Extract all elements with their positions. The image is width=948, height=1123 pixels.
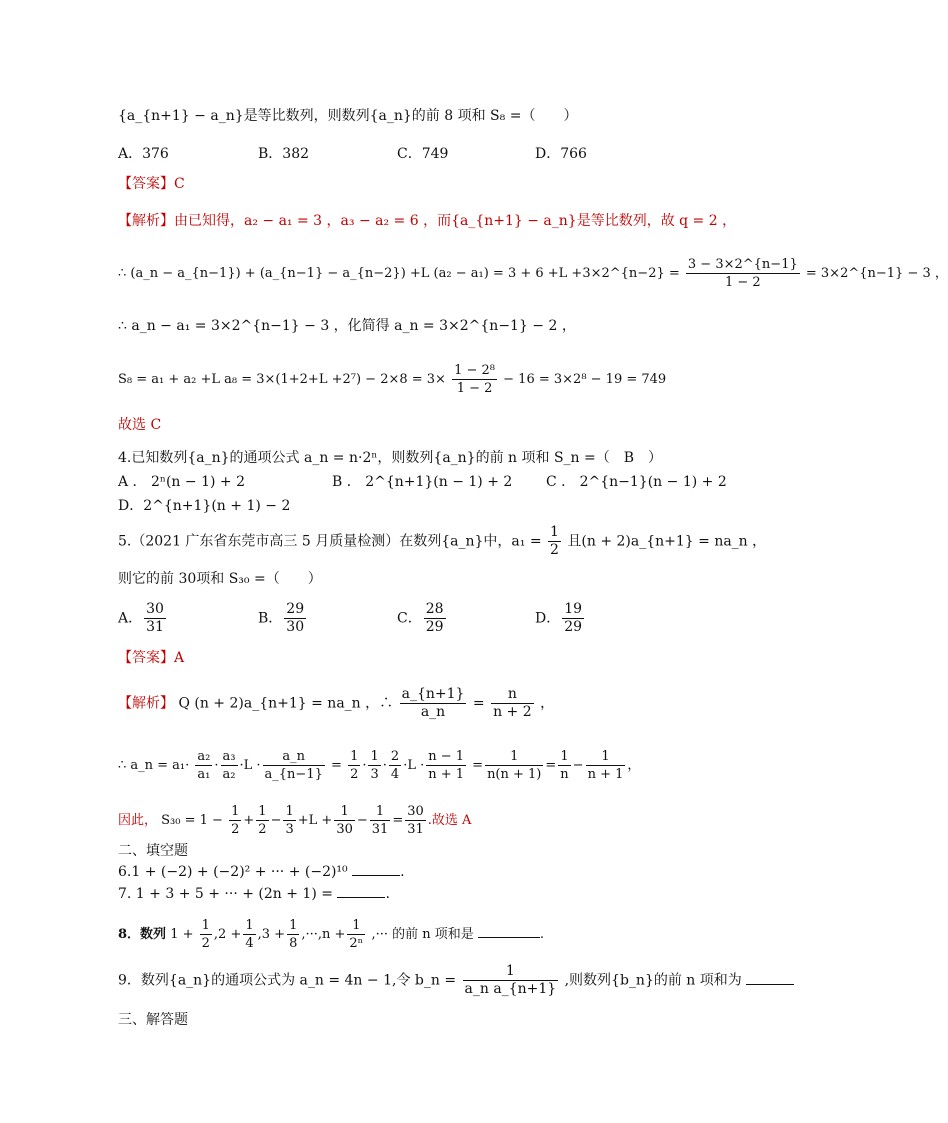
num: 1 [201, 918, 210, 933]
q8-prefix: 8．数列 [118, 927, 167, 942]
frac [400, 686, 467, 721]
q6-blank[interactable] [352, 861, 400, 876]
p5-stem-b: 且(n + 2)a_{n+1} = na_n ， [567, 533, 767, 550]
num: 1 [370, 749, 379, 764]
opt-num: 28 [425, 601, 444, 617]
num: a₂ [197, 749, 211, 764]
opt-num: 29 [286, 601, 305, 617]
frac [558, 748, 570, 783]
q9-blank[interactable] [746, 970, 794, 985]
question-7 [118, 883, 390, 904]
num: a_{n+1} [401, 686, 465, 702]
den: 31 [371, 822, 389, 837]
p4-option-c: C ． 2^{n−1}(n − 1) + 2 [546, 474, 727, 490]
q6-text: 6.1 + (−2) + (−2)² + ··· + (−2)¹⁰ [118, 864, 348, 880]
a1-a: Q (n + 2)a_{n+1} = na_n ，∴ [178, 695, 394, 712]
p3-conclusion: 故选 C [118, 417, 162, 433]
num: 1 [289, 918, 298, 933]
p5-option-a [118, 601, 168, 636]
eq3-right: − 16 = 3×2⁸ − 19 = 749 [503, 372, 667, 387]
den: 3 [285, 822, 294, 837]
opt-den: 29 [425, 619, 444, 635]
p5-analysis-3: 因此， S₃₀ = 1 − $\frac{1}{2}$ + $\frac{1}{2}$ − $\frac{1}{3}$ +L + $\frac{1}{30}$ − $\frac{1}{31}$ = $\frac{30}{31}$ .故选 A [118, 804, 472, 837]
num: n − 1 [428, 749, 465, 764]
num: a₃ [222, 749, 236, 764]
p5-stem-a: 5.（2021 广东省东莞市高三 5 月质量检测）在数列{a_n}中，a₁ = [118, 533, 542, 550]
eq3-den: 1 − 2 [456, 381, 493, 396]
p4-option-a: A ． 2ⁿ(n − 1) + 2 [118, 474, 245, 490]
opt-num: 30 [146, 601, 164, 617]
p3-answer: 【答案】C [118, 176, 185, 192]
opt-label: C． [397, 610, 422, 627]
p3-option-d: D．766 [535, 146, 587, 162]
den: 3 [370, 767, 379, 782]
den: n + 2 [493, 704, 532, 720]
eq: = [472, 695, 485, 712]
eq3-left: S₈ = a₁ + a₂ +L a₈ = 3×(1+2+L +2⁷) − 2×8 = 3× [118, 372, 446, 387]
den: 2 [258, 822, 267, 837]
opt-den: 29 [564, 619, 583, 635]
p5-stem [118, 524, 766, 559]
mid: +L + [297, 813, 333, 828]
den: 2ⁿ [349, 936, 364, 951]
a3-a: S₃₀ = 1 − [161, 813, 223, 828]
eq1-den: 1 − 2 [724, 275, 761, 290]
p5-option-d [535, 601, 586, 636]
p3-option-a: A．376 [118, 146, 169, 162]
den: n + 1 [587, 767, 624, 782]
num: 1 [347, 917, 365, 935]
frac [348, 748, 360, 783]
den: 4 [390, 767, 400, 782]
den: n(n + 1) [487, 767, 542, 782]
opt-den: 31 [146, 619, 164, 635]
eq1-right: = 3×2^{n−1} − 3 ， [805, 266, 948, 281]
p3-eq2: ∴ a_n − a₁ = 3×2^{n−1} − 3 ，化简得 a_n = 3×2^{n−1} − 2 ， [118, 318, 576, 334]
num: 1 [485, 748, 543, 766]
p3-eq3 [118, 362, 666, 397]
num: n [491, 686, 534, 704]
frac [370, 803, 391, 838]
num: 1 [334, 803, 355, 821]
num: 1 [245, 918, 254, 933]
frac [368, 748, 380, 783]
num: 30 [407, 804, 424, 819]
p5-option-b [258, 601, 308, 636]
q9-b: ,则数列{b_n}的前 n 项和为 [564, 972, 742, 989]
frac [347, 917, 365, 952]
q9-fraction [463, 963, 559, 998]
q8-dot: . [539, 927, 545, 942]
p4-option-b: B ． 2^{n+1}(n − 1) + 2 [332, 474, 513, 490]
den: a₂ [222, 767, 236, 782]
q7-blank[interactable] [337, 883, 385, 898]
p4-option-d: D．2^{n+1}(n + 1) − 2 [118, 498, 291, 514]
opt-num: 19 [564, 601, 583, 617]
frac [243, 917, 255, 952]
q8-end: ,··· 的前 n 项和是 [371, 927, 474, 942]
frac [287, 917, 299, 952]
eq1-fraction [686, 256, 800, 291]
a1-den: 2 [550, 542, 559, 558]
den: 2 [350, 767, 359, 782]
num: a_n [263, 748, 325, 766]
frac [283, 803, 295, 838]
den: 2 [231, 822, 240, 837]
den: n [560, 767, 569, 782]
mid: ·L · [239, 758, 261, 773]
frac [426, 748, 466, 783]
frac [389, 748, 401, 783]
eq3-num: 1 − 2⁸ [454, 363, 496, 378]
frac [491, 686, 534, 721]
p5-analysis-2: ∴ a_n = a₁· $\frac{\text{a₂}}{\text{a₁}}$ · $\frac{\text{a₃}}{\text{a₂}}$ ·L · $\frac{a\_n}{a\_\{n-1\}}$ = $\frac{1}{2}$ · $\frac{1}{3}$ · $\frac{2}{4}$ ·L · $\frac{n - 1}{n + 1}$ = $\frac{1}{n(n + 1)}$ = $\frac{1}{n}$ − $\frac{1}{n + 1}$ ， [118, 749, 641, 782]
mid: ·L · [403, 758, 425, 773]
den: a_{n−1} [264, 767, 323, 782]
p3-option-b: B．382 [258, 146, 310, 162]
num: 1 [350, 749, 359, 764]
den: 31 [407, 822, 424, 837]
question-6 [118, 861, 405, 882]
analysis-label: 【解析】 [118, 695, 174, 712]
q6-end: . [400, 864, 405, 880]
opt-fraction [284, 601, 306, 636]
num: 1 [231, 804, 240, 819]
p5-a1-fraction [548, 524, 561, 559]
opt-label: B． [258, 610, 283, 627]
eq3-fraction [452, 362, 497, 397]
frac [334, 803, 355, 838]
eq: = [331, 758, 342, 773]
q8-blank[interactable] [478, 923, 540, 938]
num: 2 [390, 749, 400, 764]
eq1-num: 3 − 3×2^{n−1} [687, 257, 798, 272]
q7-end: . [385, 886, 390, 902]
eq1-left: ∴ (a_n − a_{n−1}) + (a_{n−1} − a_{n−2}) +L (a₂ − a₁) = 3 + 6 +L +3×2^{n−2} = [118, 266, 680, 281]
opt-label: A． [118, 610, 143, 627]
frac [195, 748, 212, 783]
question-9 [118, 963, 794, 998]
opt-label: D． [535, 610, 561, 627]
opt-fraction [424, 601, 446, 636]
p3-analysis-1 [118, 211, 736, 231]
analysis-text: 由已知得，a₂ − a₁ = 3 ，a₃ − a₂ = 6 ，而{a_{n+1} − a_n}是等比数列，故 q = 2 ， [174, 213, 737, 229]
question-8: 8．数列 1 + $\frac{1}{2}$ ,2 + $\frac{1}{4}$ ,3 + $\frac{1}{8}$ ,···,n + $\frac{1}{\text{2ⁿ}}$ ,··· 的前 n 项和是 . [118, 918, 545, 951]
p4-stem: 4.已知数列{a_n}的通项公式 a_n = n·2ⁿ，则数列{a_n}的前 n 项和 S_n =（ B ） [118, 450, 663, 466]
a1-num: 1 [550, 524, 559, 540]
p5-stem-c: 则它的前 30项和 S₃₀ =（ ） [118, 571, 322, 587]
num: 1 [463, 963, 559, 981]
frac [221, 748, 238, 783]
section-fill-in: 二、填空题 [118, 843, 188, 859]
p5-analysis-1 [118, 686, 554, 721]
den: 2 [201, 936, 210, 951]
analysis-label: 【解析】 [118, 213, 174, 229]
den: 30 [336, 822, 353, 837]
opt-fraction [562, 601, 584, 636]
den: 8 [289, 936, 298, 951]
num: 1 [586, 748, 626, 766]
opt-fraction [144, 601, 166, 636]
p3-eq1 [118, 256, 948, 291]
frac [256, 803, 268, 838]
frac [586, 748, 626, 783]
end: ， [540, 695, 555, 712]
p5-option-c [397, 601, 448, 636]
section-answer: 三、解答题 [118, 1012, 188, 1028]
frac [405, 803, 426, 838]
num: 1 [558, 748, 570, 766]
frac [229, 803, 241, 838]
frac [263, 748, 325, 783]
den: n + 1 [428, 767, 465, 782]
p5-answer: 【答案】A [118, 650, 185, 666]
num: 1 [258, 804, 267, 819]
frac [200, 917, 212, 952]
den: 4 [245, 936, 254, 951]
den: a₁ [197, 767, 211, 782]
label: 因此， [118, 813, 158, 828]
den: a_n a_{n+1} [464, 981, 557, 997]
q7-text: 7. 1 + 3 + 5 + ··· + (2n + 1) = [118, 886, 333, 902]
num: 1 [370, 803, 391, 821]
q9-a: 9．数列{a_n}的通项公式为 a_n = 4n − 1,令 b_n = [118, 972, 457, 989]
frac [485, 748, 543, 783]
num: 1 [285, 804, 294, 819]
opt-den: 30 [286, 619, 305, 635]
p3-stem: {a_{n+1} − a_n}是等比数列，则数列{a_n}的前 8 项和 S₈ =（ ） [118, 108, 578, 124]
den: a_n [420, 704, 446, 720]
p3-option-c: C．749 [397, 146, 449, 162]
a2-a: ∴ a_n = a₁· [118, 758, 190, 773]
end: ， [627, 758, 641, 773]
q8-terms: 1 + [170, 927, 194, 942]
end: .故选 A [427, 813, 472, 828]
